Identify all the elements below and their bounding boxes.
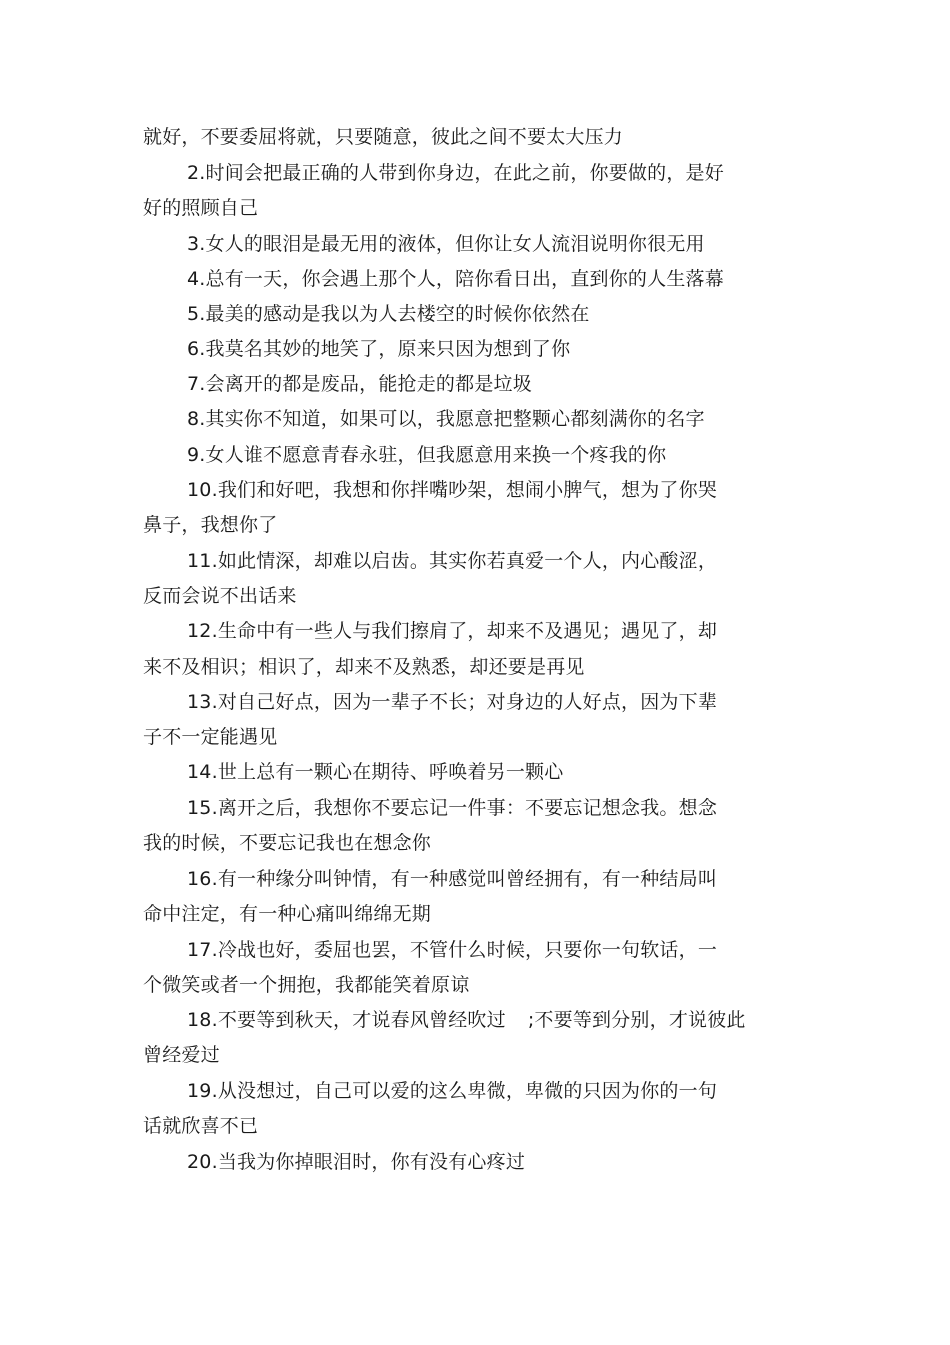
text-line: 13.对自己好点，因为一辈子不长；对身边的人好点，因为下辈	[187, 691, 718, 713]
text-line: 我的时候，不要忘记我也在想念你	[143, 832, 432, 854]
text-line: 子不一定能遇见	[143, 726, 278, 748]
text-line: 15.离开之后，我想你不要忘记一件事：不要忘记想念我。想念	[187, 797, 718, 819]
text-line	[187, 1007, 746, 1033]
text-line: 2.时间会把最正确的人带到你身边，在此之前，你要做的，是好	[187, 162, 724, 184]
text-line: 就好，不要委屈将就，只要随意，彼此之间不要太大压力	[143, 126, 624, 148]
text-line: 来不及相识；相识了，却来不及熟悉，却还要是再见	[143, 656, 585, 678]
text-line: 10.我们和好吧，我想和你拌嘴吵架，想闹小脾气，想为了你哭	[187, 479, 718, 501]
text-line: 11.如此情深，却难以启齿。其实你若真爱一个人，内心酸涩，	[187, 550, 718, 572]
text-line: 鼻子，我想你了	[143, 514, 278, 536]
text-line: 好的照顾自己	[143, 197, 259, 219]
text-line: 16.有一种缘分叫钟情，有一种感觉叫曾经拥有，有一种结局叫	[187, 868, 718, 890]
text-line: 5.最美的感动是我以为人去楼空的时候你依然在	[187, 303, 590, 325]
text-line: 6.我莫名其妙的地笑了，原来只因为想到了你	[187, 338, 571, 360]
text-line: 命中注定，有一种心痛叫绵绵无期	[143, 903, 432, 925]
text-line: 反而会说不出话来	[143, 585, 297, 607]
text-line: 7.会离开的都是废品，能抢走的都是垃圾	[187, 373, 532, 395]
text-segment: ;不要等到分别，才说彼此	[527, 1009, 746, 1031]
text-line: 20.当我为你掉眼泪时，你有没有心疼过	[187, 1151, 526, 1173]
text-line: 个微笑或者一个拥抱，我都能笑着原谅	[143, 974, 470, 996]
text-line: 话就欣喜不已	[143, 1115, 259, 1137]
text-segment: 18.不要等到秋天，才说春风曾经吹过	[187, 1009, 506, 1031]
text-line: 19.从没想过，自己可以爱的这么卑微，卑微的只因为你的一句	[187, 1080, 718, 1102]
text-line: 4.总有一天，你会遇上那个人，陪你看日出，直到你的人生落幕	[187, 268, 724, 290]
text-line: 17.冷战也好，委屈也罢，不管什么时候，只要你一句软话，一	[187, 939, 718, 961]
text-line: 14.世上总有一颗心在期待、呼唤着另一颗心	[187, 761, 564, 783]
text-line: 3.女人的眼泪是最无用的液体，但你让女人流泪说明你很无用	[187, 233, 705, 255]
text-line: 9.女人谁不愿意青春永驻，但我愿意用来换一个疼我的你	[187, 444, 667, 466]
text-line: 12.生命中有一些人与我们擦肩了，却来不及遇见；遇见了，却	[187, 620, 718, 642]
text-line: 曾经爱过	[143, 1044, 220, 1066]
text-line: 8.其实你不知道，如果可以，我愿意把整颗心都刻满你的名字	[187, 408, 705, 430]
